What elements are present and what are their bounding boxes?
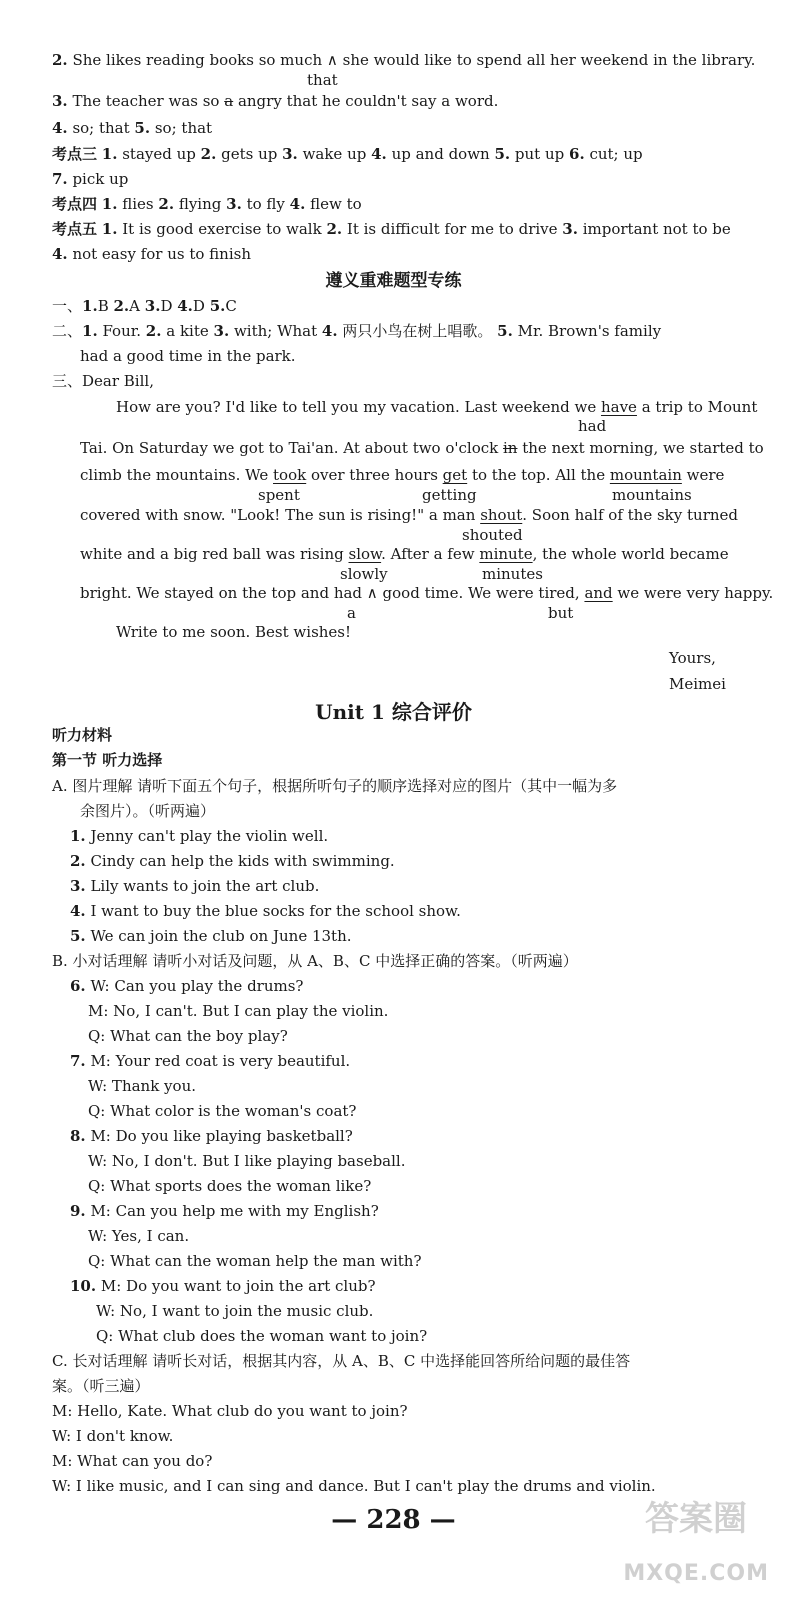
letter-line-2: Tai. On Saturday we got to Tai'an. At about two o'clock in the next morning, we started to	[80, 439, 764, 457]
correction-mountains: mountains	[612, 486, 692, 504]
list-item: 1. Jenny can't play the violin well.	[70, 827, 329, 845]
correction-spent: spent	[258, 486, 300, 504]
correction-minutes: minutes	[482, 565, 543, 583]
dialog-line: 8. M: Do you like playing basketball?	[70, 1127, 353, 1145]
kaodian-3: 考点三 1. stayed up 2. gets up 3. wake up 4. up and down 5. put up 6. cut; up	[52, 145, 643, 163]
section-title-unit1: Unit 1 综合评价	[315, 700, 472, 724]
dialog-line: W: Yes, I can.	[88, 1227, 190, 1245]
list-item: 4. I want to buy the blue socks for the school show.	[70, 902, 461, 920]
letter-sign-yours: Yours,	[669, 649, 716, 667]
long-dialog-line: M: What can you do?	[52, 1452, 213, 1470]
correction-but: but	[548, 604, 574, 622]
correction-getting: getting	[422, 486, 477, 504]
correction-had: had	[578, 417, 607, 435]
answer-line-4b: 4. not easy for us to finish	[52, 245, 251, 263]
kaodian-5: 考点五 1. It is good exercise to walk 2. It is difficult for me to drive 3. important not to be	[52, 220, 731, 238]
part-a-intro-1: A. 图片理解 请听下面五个句子，根据所听句子的顺序选择对应的图片（其中一幅为多	[52, 777, 618, 795]
dialog-line: M: No, I can't. But I can play the violin.	[88, 1002, 389, 1020]
dialog-line: 9. M: Can you help me with my English?	[70, 1202, 379, 1220]
answer-line-7: 7. pick up	[52, 170, 129, 188]
answer-line-3: 3. The teacher was so a angry that he couldn't say a word.	[52, 92, 499, 110]
correction-slowly: slowly	[340, 565, 388, 583]
part-er-line2: had a good time in the park.	[80, 347, 296, 365]
long-dialog-line: M: Hello, Kate. What club do you want to join?	[52, 1402, 408, 1420]
answer-line-2: 2. She likes reading books so much ∧ she would like to spend all her weekend in the library.	[52, 51, 756, 69]
letter-sign-name: Meimei	[669, 675, 726, 693]
part-c-intro-2: 案。（听三遍）	[52, 1377, 150, 1395]
dialog-line: Q: What color is the woman's coat?	[88, 1102, 357, 1120]
dialog-line: Q: What can the boy play?	[88, 1027, 288, 1045]
dialog-line: 6. W: Can you play the drums?	[70, 977, 304, 995]
letter-line-6: bright. We stayed on the top and had ∧ good time. We were tired, and we were very happy.	[80, 584, 774, 602]
dialog-line: Q: What sports does the woman like?	[88, 1177, 372, 1195]
letter-closing: Write to me soon. Best wishes!	[116, 623, 352, 641]
list-item: 5. We can join the club on June 13th.	[70, 927, 352, 945]
long-dialog-line: W: I don't know.	[52, 1427, 174, 1445]
letter-line-3: climb the mountains. We took over three hours get to the top. All the mountain were	[80, 466, 725, 484]
part-er-line1: 二、1. Four. 2. a kite 3. with; What 4. 两只小鸟在树上唱歌。 5. Mr. Brown's family	[52, 322, 662, 340]
list-item: 2. Cindy can help the kids with swimming.	[70, 852, 395, 870]
dialog-line: 10. M: Do you want to join the art club?	[70, 1277, 376, 1295]
dialog-line: W: No, I want to join the music club.	[96, 1302, 374, 1320]
letter-line-1: How are you? I'd like to tell you my vacation. Last weekend we have a trip to Mount	[116, 398, 758, 416]
insert-caret-a: ∧	[366, 584, 378, 602]
watermark-url: MXQE.COM	[623, 1561, 769, 1586]
answer-line-4-5: 4. so; that 5. so; that	[52, 119, 213, 137]
insert-caret: ∧	[326, 51, 338, 69]
heading-listening-material: 听力材料	[52, 726, 113, 744]
long-dialog-line: W: I like music, and I can sing and dance. But I can't play the drums and violin.	[52, 1477, 656, 1495]
part-yi: 一、1.B 2.A 3.D 4.D 5.C	[52, 297, 237, 315]
heading-section-1: 第一节 听力选择	[52, 751, 163, 769]
letter-line-4: covered with snow. "Look! The sun is rising!" a man shout. Soon half of the sky turned	[80, 506, 739, 524]
dialog-line: W: Thank you.	[88, 1077, 196, 1095]
correction-shouted: shouted	[462, 526, 523, 544]
dialog-line: W: No, I don't. But I like playing baseball.	[88, 1152, 406, 1170]
part-a-intro-2: 余图片）。（听两遍）	[80, 802, 216, 820]
deleted-word-in: in	[503, 439, 518, 457]
watermark-logo: 答案圈	[645, 1499, 747, 1539]
correction-a: a	[347, 604, 356, 622]
correction-that: that	[307, 71, 338, 89]
dialog-line: 7. M: Your red coat is very beautiful.	[70, 1052, 351, 1070]
list-item: 3. Lily wants to join the art club.	[70, 877, 320, 895]
kaodian-4: 考点四 1. flies 2. flying 3. to fly 4. flew to	[52, 195, 362, 213]
section-title-zunyi: 遵义重难题型专练	[325, 271, 462, 291]
dialog-line: Q: What can the woman help the man with?	[88, 1252, 422, 1270]
deleted-word: a	[224, 92, 234, 110]
part-c-intro-1: C. 长对话理解 请听长对话，根据其内容，从 A、B、C 中选择能回答所给问题的最佳答	[52, 1352, 631, 1370]
dialog-line: Q: What club does the woman want to join?	[96, 1327, 428, 1345]
page-number: — 228 —	[331, 1505, 456, 1535]
part-san: 三、Dear Bill,	[52, 372, 154, 390]
part-b-intro: B. 小对话理解 请听小对话及问题，从 A、B、C 中选择正确的答案。（听两遍）	[52, 952, 578, 970]
letter-line-5: white and a big red ball was rising slow. After a few minute, the whole world became	[80, 545, 729, 563]
